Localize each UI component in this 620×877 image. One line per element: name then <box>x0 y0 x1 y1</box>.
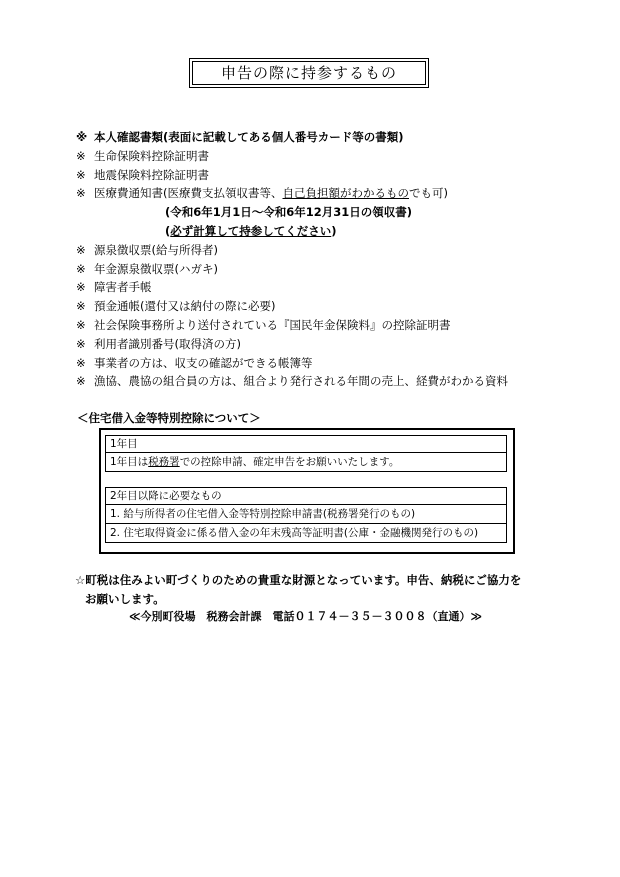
year2-box <box>105 487 507 543</box>
item-text: 本人確認書類(表面に記載してある個人番号カード等の書類) <box>94 130 404 144</box>
list-item <box>76 316 596 335</box>
year1-text: 1年目は税務署での控除申請、確定申告をお願いいたします。 <box>110 456 400 468</box>
reference-mark: ※ <box>76 167 86 182</box>
medical-note: (必ず計算して持参してください) <box>165 223 337 238</box>
list-item <box>76 335 596 354</box>
reference-mark: ※ <box>76 299 86 314</box>
list-item <box>76 241 596 260</box>
item-text: 事業者の方は、収支の確認ができる帳簿等 <box>94 355 313 370</box>
item-text: 社会保険事務所より送付されている『国民年金保険料』の控除証明書 <box>94 317 451 332</box>
item-text: 漁協、農協の組合員の方は、組合より発行される年間の売上、経費がわかる資料 <box>94 374 508 389</box>
housing-section-title: ＜住宅借入金等特別控除について＞ <box>77 411 261 425</box>
reference-mark: ※ <box>76 261 86 276</box>
item-text-underlined: 自己負担額がわかるもの <box>282 186 409 201</box>
year2-row: 2. 住宅取得資金に係る借入金の年末残高等証明書(公庫・金融機関発行のもの) <box>106 523 506 542</box>
item-text: 障害者手帳 <box>94 280 152 295</box>
housing-loan-box <box>99 428 515 554</box>
reference-mark: ※ <box>76 355 86 370</box>
year1-box <box>105 435 507 472</box>
year1-heading: 1年目 <box>106 436 506 453</box>
item-text: 医療費通知書(医療費支払領収書等、 <box>94 186 283 201</box>
item-text: 預金通帳(還付又は納付の際に必要) <box>94 299 276 314</box>
list-item <box>76 354 596 373</box>
reference-mark: ※ <box>76 374 86 389</box>
reference-mark: ※ <box>76 242 86 257</box>
notice-line: ☆町税は住みよい町づくりのための貴重な財源となっています。申告、納税にご協力を <box>75 573 522 587</box>
list-item <box>76 372 596 391</box>
list-item-medical <box>76 184 596 203</box>
list-item <box>76 278 596 297</box>
list-item <box>76 260 596 279</box>
contact-info: ≪今別町役場 税務会計課 電話０１７４－３５－３００８（直通）≫ <box>129 610 483 623</box>
medical-note-underlined: 必ず計算して持参してください <box>170 223 332 238</box>
item-text: 利用者識別番号(取得済の方) <box>94 336 241 351</box>
list-item <box>76 297 596 316</box>
reference-mark: ※ <box>76 148 86 163</box>
item-text: でも可) <box>409 186 448 201</box>
year2-row: 1. 給与所得者の住宅借入金等特別控除申請書(税務署発行のもの) <box>110 508 416 520</box>
notice-line: お願いします。 <box>85 592 165 606</box>
medical-period: (令和6年1月1日～令和6年12月31日の領収書) <box>165 205 413 220</box>
reference-mark: ※ <box>76 130 88 144</box>
item-text: 源泉徴収票(給与所得者) <box>94 242 218 257</box>
list-item <box>76 166 596 185</box>
year2-heading: 2年目以降に必要なもの <box>106 488 506 505</box>
item-text: 生命保険料控除証明書 <box>94 148 209 163</box>
reference-mark: ※ <box>76 186 86 201</box>
reference-mark: ※ <box>76 336 86 351</box>
reference-mark: ※ <box>76 317 86 332</box>
list-item <box>76 147 596 166</box>
page-title: 申告の際に持参するもの <box>192 61 426 85</box>
reference-mark: ※ <box>76 280 86 295</box>
tax-office-underlined: 税務署 <box>148 456 180 468</box>
item-text: 年金源泉徴収票(ハガキ) <box>94 261 218 276</box>
list-item <box>76 128 596 147</box>
tax-notice <box>75 571 575 609</box>
required-items-list <box>76 128 596 391</box>
item-text: 地震保険料控除証明書 <box>94 167 209 182</box>
